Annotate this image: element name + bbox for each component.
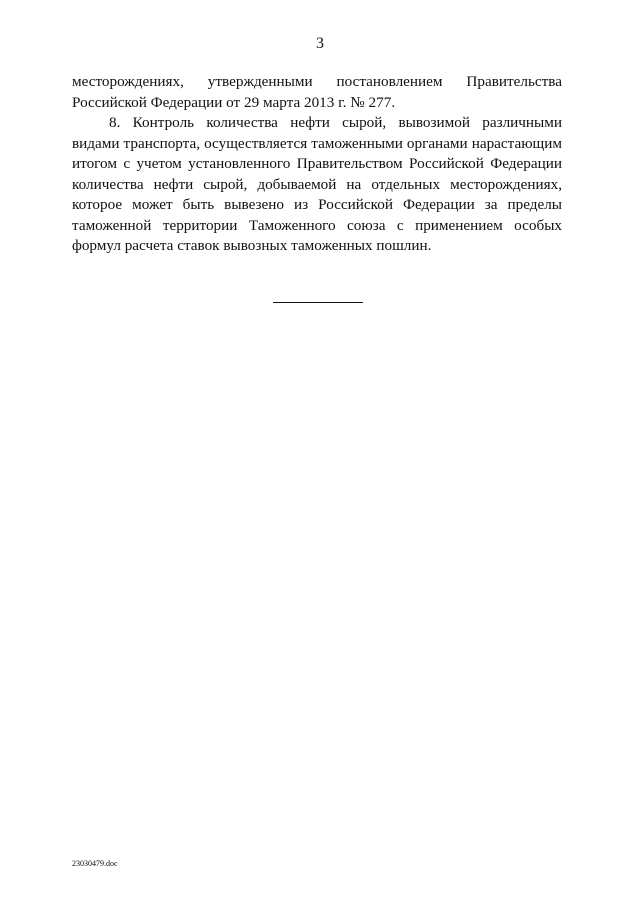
document-body xyxy=(72,72,562,257)
text-line: количества нефти сырой, добываемой на отдельных месторождениях, xyxy=(72,175,562,193)
clause-8-first-line: 8. Контроль количества нефти сырой, вывозимой различными xyxy=(109,114,562,131)
text-line: месторождениях, утвержденными постановлением Правительства xyxy=(72,73,562,90)
text-line: видами транспорта, осуществляется таможенными органами нарастающим xyxy=(72,134,562,152)
text-line: таможенной территории Таможенного союза с применением особых xyxy=(72,216,562,234)
end-divider-line xyxy=(273,302,363,303)
text-line: которое может быть вывезено из Российской Федерации за пределы xyxy=(72,196,562,213)
footer-filename: 23030479.doc xyxy=(72,859,118,868)
text-line: Российской Федерации от 29 марта 2013 г. № 277. xyxy=(72,93,396,111)
text-line: итогом с учетом установленного Правительством Российской Федерации xyxy=(72,155,562,172)
text-line: формул расчета ставок вывозных таможенных пошлин. xyxy=(72,237,432,254)
page-number: 3 xyxy=(316,35,324,52)
